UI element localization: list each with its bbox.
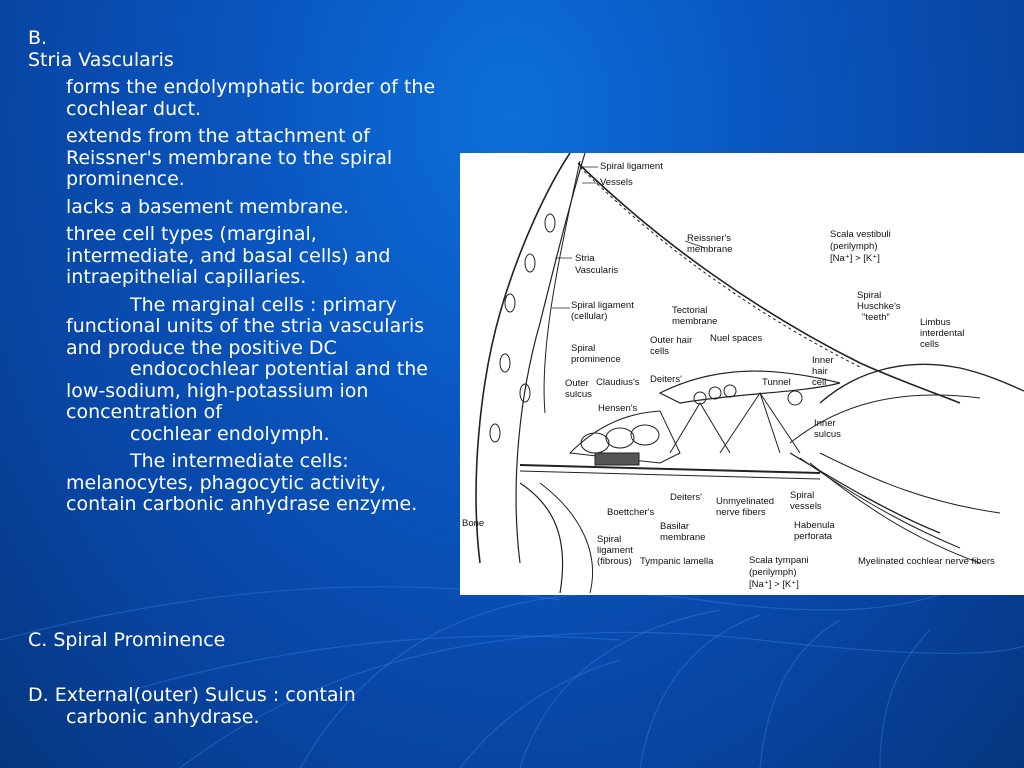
label-spiral-huschke-2: Huschke's [857, 301, 901, 312]
item-c: C. Spiral Prominence [28, 629, 226, 651]
intermediate-cells-block [28, 451, 448, 516]
cochlear-duct-figure [460, 153, 1024, 595]
label-habenula-1: Habenula [794, 520, 835, 531]
label-deiters-top: Deiters' [650, 374, 682, 385]
label-inner-sulcus-2: sulcus [814, 429, 841, 440]
bullet-2: extends from the attachment of Reissner's membrane to the spiral prominence. [66, 125, 393, 190]
item-d [28, 684, 356, 728]
label-reissners-1: Reissner's [687, 233, 732, 244]
label-inner-hair-2: hair [812, 366, 828, 377]
marginal-cells-block [28, 295, 448, 446]
label-outer-sulcus-2: sulcus [565, 389, 592, 400]
label-stria-1: Stria [575, 253, 595, 264]
label-limbus-1: Limbus [920, 317, 951, 328]
label-reissners-2: membrane [687, 244, 733, 255]
label-unmyelinated-1: Unmyelinated [716, 496, 775, 507]
label-stria-2: Vascularis [575, 265, 619, 276]
item-d-line-1: D. External(outer) Sulcus : contain [28, 684, 356, 706]
label-spiral-ligament-fibrous-3: (fibrous) [597, 556, 632, 567]
label-scala-tympani-1: Scala tympani [749, 555, 809, 566]
marginal-cont-2: cochlear endolymph. [130, 422, 330, 445]
label-tectorial-1: Tectorial [672, 305, 708, 316]
label-vessels: Vessels [600, 177, 633, 188]
label-spiral-ligament-fibrous-2: ligament [597, 545, 633, 556]
label-spiral-prominence-1: Spiral [571, 343, 596, 354]
label-unmyelinated-2: nerve fibers [716, 507, 766, 518]
label-claudius: Claudius's [596, 377, 640, 388]
label-scala-vestibuli-3: [Na⁺] > [K⁺] [830, 253, 880, 264]
text-column [28, 28, 448, 516]
label-spiral-huschke-1: Spiral [857, 290, 882, 301]
label-inner-hair-3: cell [812, 377, 827, 388]
label-spiral-huschke-3: "teeth" [862, 312, 890, 323]
label-tectorial-2: membrane [672, 316, 718, 327]
label-habenula-2: perforata [794, 531, 833, 542]
label-tympanic-lamella: Tympanic lamella [640, 556, 714, 567]
label-inner-sulcus-1: Inner [814, 418, 836, 429]
label-limbus-2: interdental [920, 328, 965, 339]
label-limbus-3: cells [920, 339, 940, 350]
label-tunnel: Tunnel [762, 377, 791, 388]
label-scala-tympani-3: [Na⁺] > [K⁺] [749, 579, 799, 590]
label-outer-hair-2: cells [650, 346, 670, 357]
label-basilar-2: membrane [660, 532, 706, 543]
label-spiral-ligament-cellular-1: Spiral ligament [571, 300, 634, 311]
label-hensens: Hensen's [598, 403, 638, 414]
marginal-lead: The marginal cells : [130, 293, 317, 316]
label-spiral-vessels-2: vessels [790, 501, 822, 512]
intermediate-lead: The intermediate cells: [130, 450, 349, 472]
label-bone: Bone [462, 518, 485, 529]
bullet-4: three cell types (marginal, intermediate, and basal cells) and intraepithelial capillaries. [66, 223, 391, 288]
label-scala-vestibuli-1: Scala vestibuli [830, 229, 891, 240]
label-scala-vestibuli-2: (perilymph) [830, 241, 878, 252]
marginal-body: primary functional units of the stria vascularis and produce the positive DC [66, 293, 425, 359]
label-deiters-bottom: Deiters' [670, 492, 702, 503]
label-outer-sulcus-1: Outer [565, 378, 589, 389]
label-spiral-ligament-fibrous-1: Spiral [597, 534, 622, 545]
label-spiral-ligament-cellular-2: (cellular) [571, 311, 608, 322]
cochlear-duct-drawing [460, 153, 1024, 595]
label-scala-tympani-2: (perilymph) [749, 567, 797, 578]
label-inner-hair-1: Inner [812, 355, 834, 366]
label-outer-hair-1: Outer hair [650, 335, 693, 346]
section-title: Stria Vascularis [28, 48, 174, 71]
label-spiral-vessels-1: Spiral [790, 490, 815, 501]
bullet-1: forms the endolymphatic border of the cochlear duct. [66, 76, 436, 120]
marginal-cont-1: endocochlear potential and the low-sodium, high-potassium ion concentration of [66, 358, 428, 423]
label-basilar-1: Basilar [660, 521, 690, 532]
heading-b: B. [28, 27, 48, 49]
label-boettchers: Boettcher's [607, 507, 655, 518]
label-nuel-spaces: Nuel spaces [710, 333, 763, 344]
bullet-3: lacks a basement membrane. [66, 195, 350, 218]
label-myelinated-fibers: Myelinated cochlear nerve fibers [858, 556, 995, 567]
item-d-line-2: carbonic anhydrase. [66, 706, 260, 728]
label-spiral-ligament: Spiral ligament [600, 161, 663, 172]
intermediate-body: melanocytes, phagocytic activity, contain carbonic anhydrase enzyme. [66, 471, 418, 515]
label-spiral-prominence-2: prominence [571, 354, 621, 365]
